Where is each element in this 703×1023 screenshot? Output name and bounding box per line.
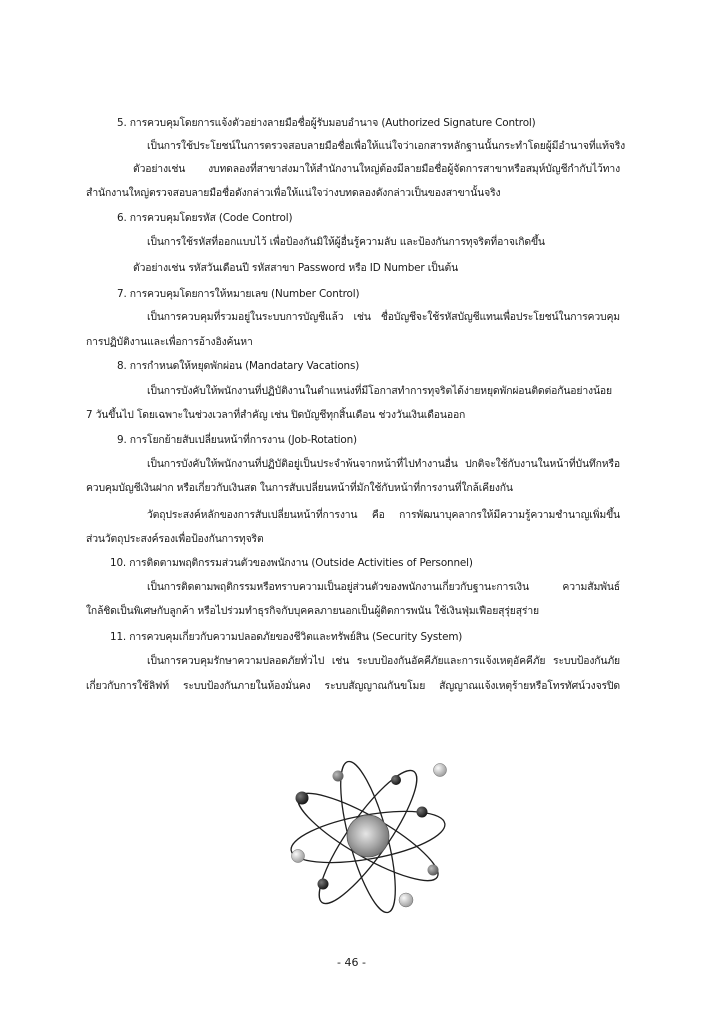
nucleus (347, 815, 389, 857)
item-11-heading: 11. การควบคุมเกี่ยวกับความปลอดภัยของชีวิตและทรัพย์สิน (Security System) (110, 631, 463, 643)
electron (333, 771, 344, 782)
item-5-heading: 5. การควบคุมโดยการแจ้งตัวอย่างลายมือชื่อผู้รับมอบอำนาจ (Authorized Signature Control) (117, 117, 536, 129)
electron (292, 850, 305, 863)
electron (434, 764, 447, 777)
item-10-heading: 10. การติดตามพฤติกรรมส่วนตัวของพนักงาน (Outside Activities of Personnel) (110, 557, 473, 569)
item-6-heading: 6. การควบคุมโดยรหัส (Code Control) (117, 212, 293, 224)
item-9-para-2-line-1: วัตถุประสงค์หลักของการสับเปลี่ยนหน้าที่การงาน คือ การพัฒนาบุคลากรให้มีความรู้ความชำนาญเพิ่มขึ้น (147, 509, 620, 521)
item-9-para-1-line-1: เป็นการบังคับให้พนักงานที่ปฏิบัติอยู่เป็นประจำพ้นจากหน้าที่ไปทำงานอื่น ปกติจะใช้กับงานในหน้าที่บันทึกหรือ (147, 458, 620, 470)
item-6-para-2-line-1: ตัวอย่างเช่น รหัสวันเดือนปี รหัสสาขา Password หรือ ID Number เป็นต้น (133, 262, 459, 274)
item-7-para-1-line-1: เป็นการควบคุมที่รวมอยู่ในระบบการบัญชีแล้ว เช่น ชื่อบัญชีจะใช้รหัสบัญชีแทนเพื่อประโยชน์ในการควบคุม (147, 311, 620, 323)
item-10-para-1-line-1: เป็นการติดตามพฤติกรรมหรือทราบความเป็นอยู่ส่วนตัวของพนักงานเกี่ยวกับฐานะการเงิน ความสัมพันธ์ (147, 581, 620, 593)
item-9-heading: 9. การโยกย้ายสับเปลี่ยนหน้าที่การงาน (Job-Rotation) (117, 434, 357, 446)
electron (318, 879, 329, 890)
electron (417, 807, 428, 818)
electron (428, 865, 439, 876)
item-11-para-1-line-2: เกี่ยวกับการใช้ลิฟท์ ระบบป้องกันภายในห้องมั่นคง ระบบสัญญาณกันขโมย สัญญาณแจ้งเหตุร้ายหรือโทรทัศน์วงจรปิด (86, 680, 620, 692)
item-9-para-1-line-2: ควบคุมบัญชีเงินฝาก หรือเกี่ยวกับเงินสด ในการสับเปลี่ยนหน้าที่มักใช้กับหน้าที่การงานที่ใกล้เคียงกัน (86, 482, 513, 494)
item-9-para-2-line-2: ส่วนวัตถุประสงค์รองเพื่อป้องกันการทุจริต (86, 533, 264, 545)
page-number: - 46 - (337, 956, 366, 969)
electron (391, 775, 401, 785)
item-5-para-2-line-1: ตัวอย่างเช่น งบทดลองที่สาขาส่งมาให้สำนักงานใหญ่ต้องมีลายมือชื่อผู้จัดการสาขาหรือสมุห์บัญชีกำกับไว้ทาง (133, 163, 620, 175)
item-5-para-2-line-2: สำนักงานใหญ่ตรวจสอบลายมือชื่อดังกล่าวเพื่อให้แน่ใจว่างบทดลองดังกล่าวเป็นของสาขานั้นจริง (86, 187, 501, 199)
item-8-para-1-line-2: 7 วันขึ้นไป โดยเฉพาะในช่วงเวลาที่สำคัญ เช่น ปิดบัญชีทุกสิ้นเดือน ช่วงวันเงินเดือนออก (86, 409, 466, 421)
item-11-para-1-line-1: เป็นการควบคุมรักษาความปลอดภัยทั่วไป เช่น ระบบป้องกันอัคคีภัยและการแจ้งเหตุอัคคีภัย ระบบป้องกันภัย (147, 655, 620, 667)
item-5-para-1-line-1: เป็นการใช้ประโยชน์ในการตรวจสอบลายมือชื่อเพื่อให้แน่ใจว่าเอกสารหลักฐานนั้นกระทำโดยผู้มีอำนาจที่แท้จริง (147, 140, 626, 152)
item-6-para-1-line-1: เป็นการใช้รหัสที่ออกแบบไว้ เพื่อป้องกันมิให้ผู้อื่นรู้ความลับ และป้องกันการทุจริตที่อาจเกิดขึ้น (147, 236, 545, 248)
item-8-para-1-line-1: เป็นการบังคับให้พนักงานที่ปฏิบัติงานในตำแหน่งที่มีโอกาสทำการทุจริตได้ง่ายหยุดพักผ่อนติดต่อกันอย่างน้อย (147, 385, 612, 397)
item-8-heading: 8. การกำหนดให้หยุดพักผ่อน (Mandatary Vacations) (117, 360, 360, 372)
electron (399, 893, 413, 907)
item-7-heading: 7. การควบคุมโดยการให้หมายเลข (Number Control) (117, 288, 360, 300)
item-7-para-1-line-2: การปฏิบัติงานและเพื่อการอ้างอิงค้นหา (86, 336, 253, 348)
atom-icon (288, 758, 452, 916)
item-10-para-1-line-2: ใกล้ชิดเป็นพิเศษกับลูกค้า หรือไปร่วมทำธุรกิจกับบุคคลภายนอกเป็นผู้ติดการพนัน ใช้เงินฟุ่มเฟือยสุรุ่ยสุร่าย (86, 605, 539, 617)
electron (296, 792, 309, 805)
